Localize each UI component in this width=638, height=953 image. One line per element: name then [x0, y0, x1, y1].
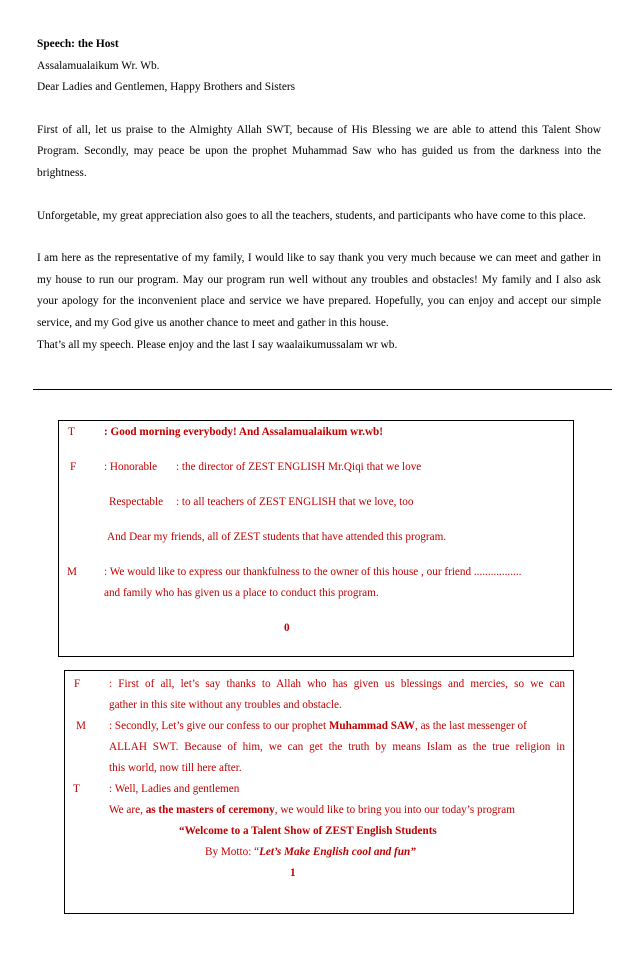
speaker-f: F: [74, 678, 81, 690]
page-number: 1: [290, 867, 296, 879]
welcome-line: “Welcome to a Talent Show of ZEST English Students: [179, 825, 437, 837]
motto-text: Let’s Make English cool and fun”: [259, 846, 416, 858]
script-box-2: [64, 670, 574, 914]
speech-salutation: Dear Ladies and Gentlemen, Happy Brothers and Sisters: [37, 81, 296, 94]
motto-line: [205, 846, 416, 858]
speech-paragraph-3: I am here as the representative of my family, I would like to say thank you very much because we can meet and gather in my house to run our program. May our program run well without any troubles and obstacles! My family and I also ask your apology for the inconvenient place and service we have prepared. Hopefully, you can enjoy and accept our simple service, and my God give us another chance to meet and gather in this house.: [37, 252, 601, 329]
m-line-1-text: : Secondly, Let’s give our confess to our prophet: [109, 720, 329, 732]
t-greeting-line: : Good morning everybody! And Assalamualaikum wr.wb!: [104, 426, 384, 438]
speech-greeting: Assalamualaikum Wr. Wb.: [37, 59, 160, 72]
speech-paragraph-1: First of all, let us praise to the Almighty Allah SWT, because of His Blessing we are able to attend this Talent Show Program. Secondly, may peace be upon the prophet Muhammad Saw who has guided us from the darkness into the brightness.: [37, 123, 601, 179]
m-line-2: and family who has given us a place to conduct this program.: [104, 587, 379, 599]
t-line-2-mc: as the masters of ceremony: [145, 804, 275, 816]
motto-label: By Motto: “: [205, 846, 260, 858]
m-line-1: : We would like to express our thankfulness to the owner of this house , our friend .................: [104, 566, 522, 578]
m-line-1-prophet: Muhammad SAW: [328, 720, 415, 732]
f-dear-line: And Dear my friends, all of ZEST students that have attended this program.: [107, 531, 447, 543]
m-line-2: ALLAH SWT. Because of him, we can get the truth by means Islam as the true religion in: [109, 741, 565, 753]
speaker-t: T: [68, 426, 75, 438]
f-honorable-text: : the director of ZEST ENGLISH Mr.Qiqi that we love: [176, 461, 422, 473]
f-respectable-text: : to all teachers of ZEST ENGLISH that we love, too: [176, 496, 414, 508]
speaker-f: F: [70, 461, 77, 473]
m-line-3: this world, now till here after.: [109, 762, 242, 774]
f-honorable-label: : Honorable: [104, 461, 158, 473]
m-line-1: [109, 720, 527, 732]
speech-paragraph-2: Unforgetable, my great appreciation also goes to all the teachers, students, and participants who have come to this place.: [37, 209, 586, 222]
t-line-2-end: , we would like to bring you into our today’s program: [274, 804, 515, 816]
speaker-t: T: [73, 783, 80, 795]
speaker-m: M: [76, 720, 86, 732]
t-line-2: [109, 804, 515, 816]
section-divider: [33, 389, 612, 390]
script-box-1: [58, 420, 574, 657]
host-speech: [37, 34, 601, 356]
t-line-2-start: We are,: [109, 804, 146, 816]
speaker-m: M: [67, 566, 77, 578]
m-line-1-end: , as the last messenger of: [414, 720, 527, 732]
f-respectable-label: Respectable: [109, 496, 164, 508]
speech-title: Speech: the Host: [37, 38, 119, 50]
speech-closing: That’s all my speech. Please enjoy and the last I say waalaikumussalam wr wb.: [37, 338, 398, 351]
f-line-1: : First of all, let’s say thanks to Allah who has given us blessings and mercies, so we can: [109, 678, 565, 690]
page-number: 0: [284, 622, 290, 634]
f-line-2: gather in this site without any troubles and obstacle.: [109, 699, 342, 711]
t-line-1: : Well, Ladies and gentlemen: [109, 783, 240, 795]
